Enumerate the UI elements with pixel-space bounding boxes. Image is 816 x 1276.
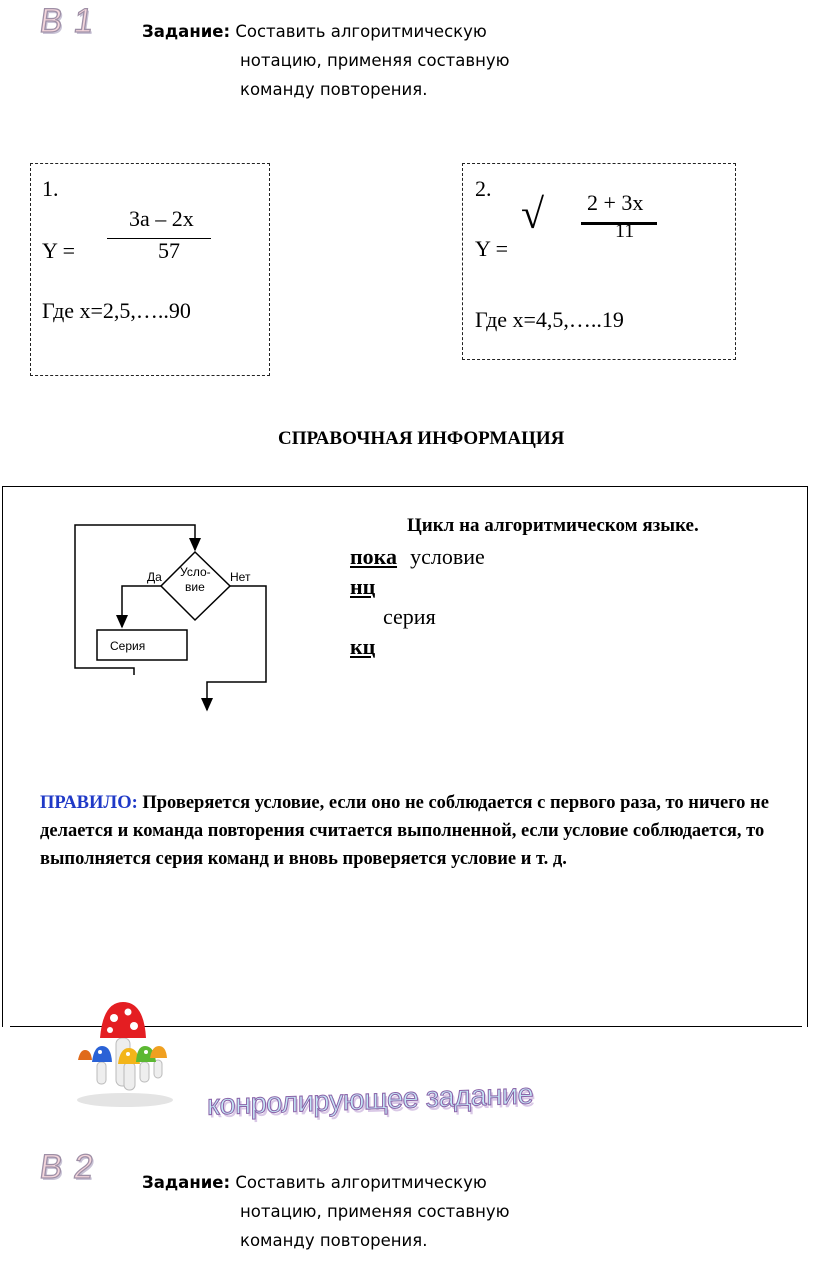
- problem-2-number: 2.: [475, 176, 492, 201]
- yes-arrow: [122, 586, 161, 627]
- task-2-line3: команду повторения.: [240, 1231, 428, 1250]
- condition-label-1: Усло-: [180, 565, 211, 579]
- cycle-line-while: [350, 544, 485, 570]
- control-task-wordart: конролирующее задание: [207, 1078, 534, 1122]
- task-1-line2: нотацию, применяя составную: [240, 51, 510, 70]
- task-2-line2: нотацию, применяя составную: [240, 1202, 510, 1221]
- problem-1-number: 1.: [42, 176, 59, 201]
- cycle-series: серия: [383, 604, 436, 629]
- task-2-label: Задание:: [142, 1173, 231, 1192]
- task-1-line3: команду повторения.: [240, 80, 428, 99]
- rule-text: Проверяется условие, если оно не соблюдается с первого раза, то ничего не делается и команда повторения считается выполненной, если условие соблюдается, то выполняется серия команд и вновь проверяется условие и т. д.: [40, 793, 769, 869]
- cycle-condition: условие: [410, 544, 485, 569]
- problem-1-box: [30, 163, 270, 376]
- keyword-begin: нц: [350, 574, 376, 599]
- problem-1-range: Где x=2,5,…..90: [42, 298, 191, 323]
- problem-2-range: Где x=4,5,…..19: [475, 307, 624, 332]
- problem-2-denominator: 11: [615, 220, 635, 242]
- rule-paragraph: [40, 789, 810, 873]
- cycle-title: Цикл на алгоритмическом языке.: [407, 515, 699, 536]
- variant-1-badge: B 1: [37, 2, 97, 40]
- problem-2-numerator: 2 + 3x: [587, 190, 644, 215]
- loop-flowchart: [60, 510, 290, 720]
- reference-title: СПРАВОЧНАЯ ИНФОРМАЦИЯ: [278, 428, 565, 449]
- keyword-end: кц: [350, 634, 376, 659]
- yes-label: Да: [147, 570, 162, 584]
- square-root-icon: √: [521, 192, 545, 238]
- variant-2-badge: B 2: [37, 1148, 97, 1186]
- task-2: [142, 1168, 662, 1255]
- no-label: Нет: [230, 570, 251, 584]
- task-1-line1: Составить алгоритмическую: [235, 22, 487, 41]
- task-1: [142, 17, 662, 104]
- task-1-label: Задание:: [142, 22, 231, 41]
- problem-1-denominator: 57: [158, 238, 180, 263]
- rule-label: ПРАВИЛО:: [40, 793, 138, 813]
- problem-2-lhs: Y =: [475, 236, 508, 261]
- problem-1-lhs: Y =: [42, 238, 75, 263]
- keyword-while: пока: [350, 544, 398, 569]
- series-label: Серия: [110, 639, 146, 653]
- task-2-line1: Составить алгоритмическую: [235, 1173, 487, 1192]
- no-exit-arrow: [207, 586, 266, 710]
- problem-1-numerator: 3a – 2x: [129, 206, 194, 231]
- mushrooms-icon: [70, 1000, 180, 1110]
- problem-2-box: [462, 163, 736, 360]
- condition-label-2: вие: [185, 580, 205, 594]
